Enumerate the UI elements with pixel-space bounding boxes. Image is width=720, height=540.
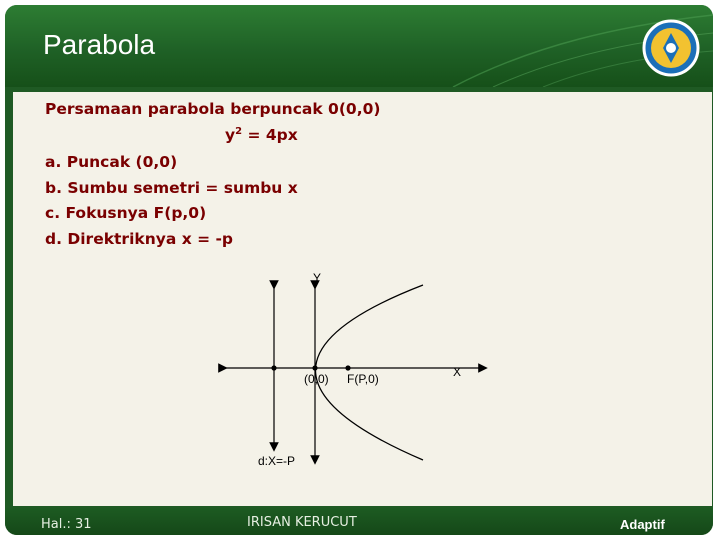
- y-axis-label: Y: [313, 271, 322, 285]
- list-item-focus: c. Fokusnya F(p,0): [45, 204, 207, 222]
- footer-topic: IRISAN KERUCUT: [247, 515, 357, 530]
- slide-heading: Persamaan parabola berpuncak 0(0,0): [45, 100, 381, 118]
- directrix-point: [271, 365, 276, 370]
- list-item-vertex: a. Puncak (0,0): [45, 153, 178, 171]
- page-number: Hal.: 31: [41, 517, 92, 532]
- list-item-axis: b. Sumbu semetri = sumbu x: [45, 179, 298, 197]
- footer-bar: [5, 508, 713, 535]
- equation-base: y: [225, 126, 236, 145]
- list-item-directrix: d. Direktriknya x = -p: [45, 230, 233, 248]
- institution-logo-icon: [641, 17, 701, 79]
- equation-exponent: 2: [235, 126, 243, 137]
- directrix-label: d:X=-P: [258, 454, 296, 468]
- focus-point: [345, 365, 350, 370]
- focus-label: F(P,0): [347, 372, 379, 386]
- footer-label: Adaptif: [620, 517, 665, 532]
- x-axis-label: X: [453, 365, 462, 379]
- origin-point: [312, 365, 317, 370]
- parabola-graph: [13, 92, 712, 506]
- origin-label: (0,0): [304, 372, 329, 386]
- slide-content: [13, 92, 712, 506]
- page-title: Parabola: [43, 29, 156, 60]
- title-bar: [5, 5, 713, 87]
- equation-rest: = 4px: [242, 126, 298, 145]
- slide-frame: [5, 5, 713, 535]
